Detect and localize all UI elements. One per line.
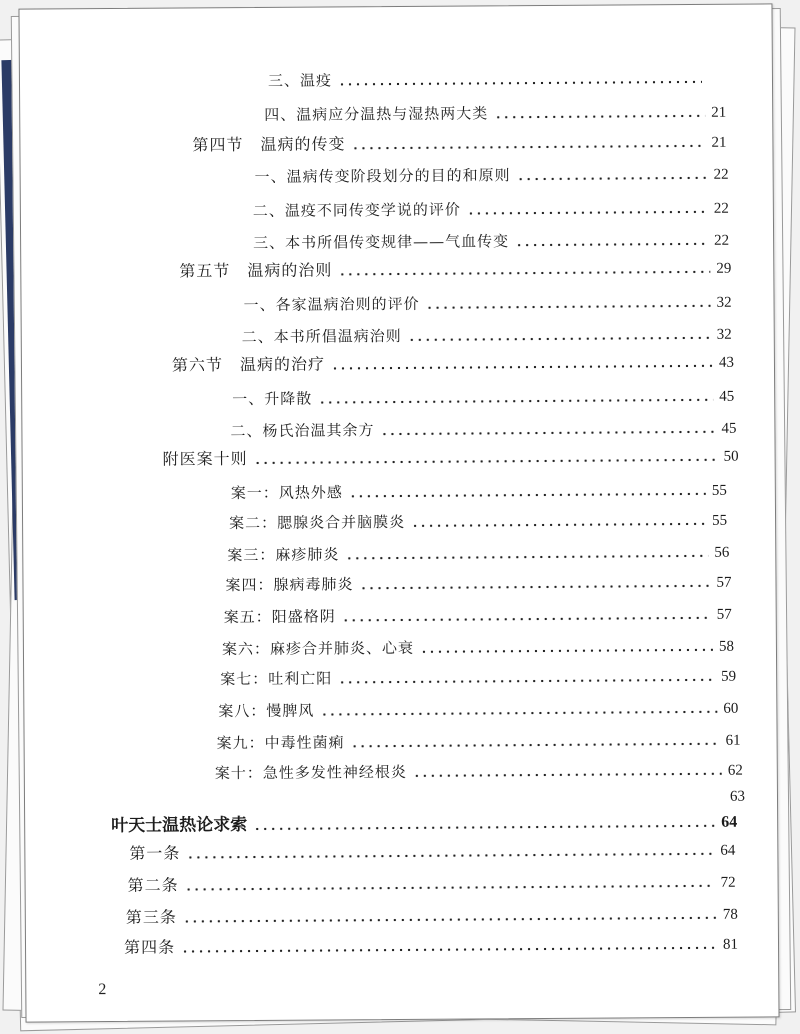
leader-dots	[411, 522, 706, 528]
toc-entry-page: 57	[716, 606, 732, 623]
leader-dots	[517, 176, 708, 181]
leader-dots	[351, 144, 705, 150]
toc-entry-page: 22	[713, 166, 729, 183]
toc-page	[18, 3, 779, 1022]
leader-dots	[185, 884, 715, 892]
toc-entry-text: 第四节 温病的传变	[192, 134, 346, 155]
toc-entry	[124, 931, 738, 958]
toc-entry	[253, 229, 729, 253]
toc-entry-text: 案二：腮腺炎合并脑膜炎	[229, 512, 406, 533]
toc-entry-text: 第五节 温病的治则	[179, 260, 333, 281]
toc-entry	[220, 665, 736, 690]
toc-entry-text: 第六节 温病的治疗	[171, 354, 326, 375]
leader-dots	[331, 364, 713, 371]
toc-entry-page: 81	[722, 936, 739, 953]
leader-dots	[320, 710, 717, 717]
leader-dots	[408, 336, 711, 342]
toc-entry	[264, 101, 726, 125]
toc-entry-page: 29	[716, 260, 732, 277]
toc-entry-page: 55	[712, 512, 728, 529]
page-number: 2	[98, 981, 107, 999]
toc-entry	[222, 635, 734, 660]
toc-entry-text: 案四：腺病毒肺炎	[225, 575, 354, 595]
leader-dots	[420, 648, 713, 654]
toc-entry-page: 21	[711, 104, 727, 121]
toc-entry-page: 50	[723, 448, 739, 465]
toc-entry-text: 四、温病应分温热与湿热两大类	[264, 104, 489, 124]
toc-entry-text: 三、本书所倡传变规律——气血传变	[253, 232, 510, 253]
toc-entry	[232, 385, 734, 410]
toc-entry	[129, 837, 735, 864]
toc-entry-text: 一、升降散	[232, 389, 313, 409]
toc-entry-page: 64	[720, 842, 736, 859]
toc-entry	[192, 129, 726, 156]
toc-entry-page: 78	[722, 906, 738, 923]
toc-part-title: 叶天士温热论求索	[111, 815, 248, 837]
toc-entry-page: 59	[721, 668, 737, 685]
leader-dots	[380, 430, 715, 436]
toc-entry-page: 22	[714, 232, 730, 249]
leader-dots	[345, 554, 708, 561]
leader-dots	[494, 114, 705, 119]
toc-entry-page: 43	[718, 354, 735, 371]
toc-entry	[255, 163, 729, 187]
toc-entry-text: 案三：麻疹肺炎	[227, 545, 340, 565]
toc-entry-text: 附医案十则	[162, 449, 248, 469]
toc-entry-text: 第二条	[127, 875, 179, 895]
toc-entry-page: 61	[725, 732, 741, 749]
toc-entry-page: 45	[721, 420, 737, 437]
toc-entry	[585, 789, 745, 807]
toc-entry	[172, 349, 734, 376]
leader-dots	[351, 742, 720, 749]
toc-entry-page: 64	[721, 813, 738, 831]
toc-entry	[227, 541, 729, 566]
toc-entry-text: 二、温疫不同传变学说的评价	[252, 200, 461, 221]
toc-entry	[163, 443, 739, 470]
toc-entry	[224, 603, 732, 628]
leader-dots	[515, 242, 708, 247]
toc-entry-page: 72	[720, 874, 736, 891]
leader-dots	[426, 304, 711, 310]
toc-entry-page: 21	[711, 134, 727, 151]
leader-dots	[349, 492, 706, 498]
toc-entry-text: 第四条	[123, 937, 176, 957]
toc-entry-page: 58	[718, 638, 734, 655]
toc-entry	[215, 759, 743, 784]
leader-dots	[413, 772, 722, 778]
toc-entry-page: 45	[719, 388, 735, 405]
toc-entry	[128, 869, 736, 896]
leader-dots	[338, 270, 710, 277]
toc-entry	[218, 697, 738, 722]
toc-entry-page: 63	[729, 788, 746, 805]
leader-dots	[181, 946, 717, 954]
leader-dots	[467, 210, 708, 216]
toc-entry-text: 二、本书所倡温病治则	[241, 326, 402, 347]
toc-entry	[179, 255, 731, 282]
leader-dots	[183, 916, 717, 924]
toc-entry-text: 二、杨氏治温其余方	[230, 421, 375, 441]
toc-entry	[225, 571, 731, 596]
toc-entry-page: 62	[727, 762, 743, 779]
toc-entry-text: 案七：吐利亡阳	[220, 669, 333, 689]
leader-dots	[318, 398, 713, 405]
toc-entry-text: 一、温病传变阶段划分的目的和原则	[254, 166, 511, 186]
toc-entry-page: 60	[723, 700, 739, 717]
toc-entry	[243, 291, 731, 315]
toc-entry-page: 32	[716, 294, 732, 311]
toc-entry-text: 案六：麻疹合并肺炎、心衰	[221, 638, 415, 659]
toc-entry-text: 案十：急性多发性神经根炎	[214, 762, 407, 783]
leader-dots	[186, 852, 714, 860]
toc-entry-page: 56	[714, 544, 730, 561]
toc-entry	[230, 417, 736, 442]
toc-entry-text: 案九：中毒性菌痢	[216, 733, 345, 753]
toc-entry-page: 22	[713, 200, 729, 217]
toc-entry-text: 案一：风热外感	[230, 483, 343, 503]
toc-entry-text: 第一条	[129, 843, 181, 863]
toc-entry	[242, 323, 732, 347]
toc-entry	[253, 197, 729, 221]
leader-dots	[254, 458, 718, 465]
toc-entry-text: 第三条	[125, 907, 177, 927]
toc-entry	[231, 479, 727, 503]
leader-dots	[338, 80, 702, 87]
toc-entry-text: 三、温疫	[267, 71, 333, 90]
toc-entry	[229, 509, 727, 533]
toc-entry-text: 案五：阳盛格阴	[223, 607, 336, 627]
leader-dots	[360, 584, 711, 590]
toc-entry	[126, 901, 738, 928]
toc-entry-text: 一、各家温病治则的评价	[243, 294, 420, 315]
leader-dots	[253, 824, 715, 831]
leader-dots	[338, 678, 715, 685]
leader-dots	[342, 616, 711, 623]
toc-entry	[111, 807, 737, 836]
toc-entry-page: 32	[716, 326, 732, 343]
toc-entry	[268, 67, 708, 91]
toc-entry	[217, 729, 741, 754]
toc-entry-page: 55	[711, 482, 727, 499]
toc-entry-text: 案八：慢脾风	[218, 701, 315, 721]
toc-entry-page: 57	[716, 574, 732, 591]
